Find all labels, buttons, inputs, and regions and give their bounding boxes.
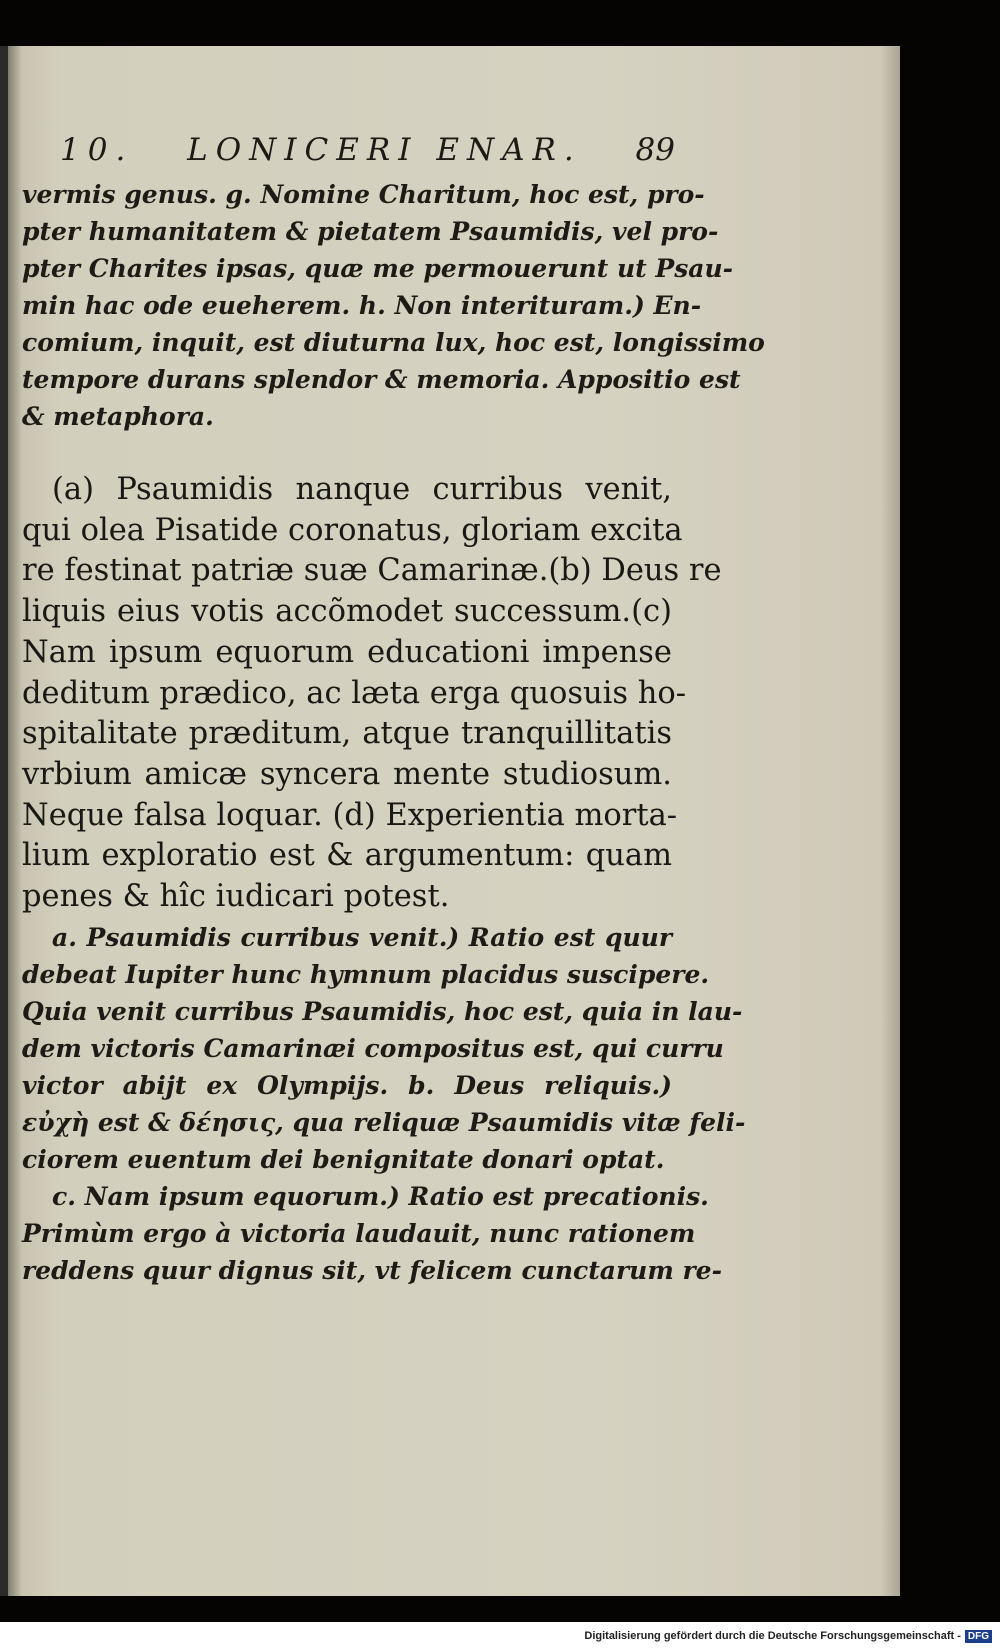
text-line: penes & hîc iudicari potest. — [22, 879, 450, 915]
text-line: ciorem euentum dei benignitate donari optat. — [22, 1145, 665, 1174]
text-line: pter humanitatem & pietatem Psaumidis, vel pro- — [22, 217, 719, 246]
latin-translation — [22, 470, 722, 918]
text-line: qui olea Pisatide coronatus, gloriam excita — [22, 512, 683, 548]
text-line: victor abijt ex Olympijs. b. Deus reliquis.) — [22, 1071, 672, 1100]
text-line: c. Nam ipsum equorum.) Ratio est precationis. — [52, 1182, 709, 1211]
text-line: spitalitate præditum, atque tranquillitatis — [22, 716, 672, 752]
digitization-footer — [0, 1622, 1000, 1650]
text-line: dem victoris Camarinæi compositus est, qui curru — [22, 1034, 724, 1063]
text-line: pter Charites ipsas, quæ me permouerunt ut Psau- — [22, 254, 734, 283]
commentary-bottom — [22, 919, 746, 1289]
text-line: comium, inquit, est diuturna lux, hoc est, longissimo — [22, 328, 765, 357]
dfg-logo: DFG — [965, 1630, 992, 1643]
text-line: Nam ipsum equorum educationi impense — [22, 634, 672, 670]
text-line: a. Psaumidis curribus venit.) Ratio est quur — [52, 923, 672, 952]
text-line: Primùm ergo à victoria laudauit, nunc rationem — [22, 1219, 696, 1248]
text-line: liquis eius votis accõmodet successum.(c) — [22, 594, 672, 630]
page-gutter — [0, 46, 8, 1596]
text-line: re festinat patriæ suæ Camarinæ.(b) Deus re — [22, 553, 722, 589]
text-line: vermis genus. g. Nomine Charitum, hoc est, pro- — [22, 180, 705, 209]
text-line: min hac ode eueherem. h. Non interituram.) En- — [22, 291, 702, 320]
text-line: lium exploratio est & argumentum: quam — [22, 838, 672, 874]
commentary-top — [22, 176, 765, 435]
text-line: Neque falsa loquar. (d) Experientia morta- — [22, 797, 678, 833]
text-line: tempore durans splendor & memoria. Appositio est — [22, 365, 741, 394]
text-line: vrbium amicæ syncera mente studiosum. — [22, 756, 672, 792]
header-title: LONICERI ENAR. — [187, 132, 582, 168]
page-number: 89 — [635, 132, 675, 168]
text-line: debeat Iupiter hunc hymnum placidus suscipere. — [22, 960, 710, 989]
text-line: Quia venit curribus Psaumidis, hoc est, quia in lau- — [22, 997, 743, 1026]
text-line: reddens quur dignus sit, vt felicem cunctarum re- — [22, 1256, 722, 1285]
header-left: 10. — [60, 132, 134, 168]
text-line: (a) Psaumidis nanque curribus venit, — [52, 472, 672, 507]
footer-credit: Digitalisierung gefördert durch die Deutsche Forschungsgemeinschaft - — [584, 1630, 961, 1642]
text-line: εὐχὴ est & δέησις, qua reliquæ Psaumidis vitæ feli- — [22, 1108, 746, 1137]
running-header — [60, 132, 675, 168]
text-line: & metaphora. — [22, 402, 214, 431]
text-line: deditum prædico, ac læta erga quosuis ho- — [22, 675, 687, 711]
